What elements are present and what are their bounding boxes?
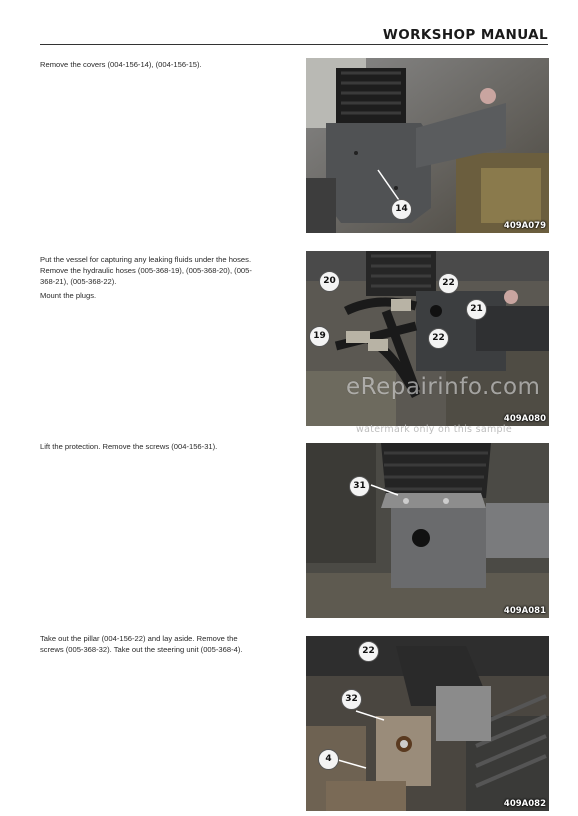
- step-2-text: [40, 254, 284, 304]
- step-3-photo: [306, 443, 549, 618]
- step-4-text: [40, 633, 284, 658]
- header-divider: [40, 44, 548, 45]
- step-1-photo: [306, 58, 549, 233]
- photo-id-409A079: 409A079: [503, 221, 546, 231]
- step-3-photo-drawing: [306, 443, 549, 618]
- step-1-text: [40, 59, 284, 73]
- callout-31: 31: [349, 476, 370, 497]
- step-3-instruction: Lift the protection. Remove the screws (004-156-31).: [40, 442, 218, 451]
- photo-id-409A080: 409A080: [503, 414, 546, 424]
- callout-22: 22: [358, 641, 379, 662]
- callout-19: 19: [309, 326, 330, 347]
- callout-22-upper: 22: [438, 273, 459, 294]
- callout-32: 32: [341, 689, 362, 710]
- step-3-text: [40, 441, 284, 455]
- step-4-photo: [306, 636, 549, 811]
- step-1-photo-drawing: [306, 58, 549, 233]
- step-4-photo-drawing: [306, 636, 549, 811]
- watermark: eRepairinfo.com: [346, 374, 541, 400]
- photo-id-409A081: 409A081: [503, 606, 546, 616]
- step-1-instruction: Remove the covers (004-156-14), (004-156-15).: [40, 60, 202, 69]
- step-2-instruction: Put the vessel for capturing any leaking fluids under the hoses. Remove the hydraulic hoses (005-368-19), (005-368-20), (005- 368-21), (005-368-22).: [40, 255, 252, 286]
- callout-22-lower: 22: [428, 328, 449, 349]
- manual-title: WORKSHOP MANUAL: [382, 27, 548, 43]
- step-2-instruction-plugs: Mount the plugs.: [40, 291, 97, 300]
- watermark-note: watermark only on this sample: [356, 424, 512, 435]
- callout-21: 21: [466, 299, 487, 320]
- photo-id-409A082: 409A082: [503, 799, 546, 809]
- callout-14: 14: [391, 199, 412, 220]
- step-4-instruction: Take out the pillar (004-156-22) and lay aside. Remove the screws (005-368-32). Take out the steering unit (005-368-4).: [40, 634, 243, 654]
- callout-4: 4: [318, 749, 339, 770]
- callout-20: 20: [319, 271, 340, 292]
